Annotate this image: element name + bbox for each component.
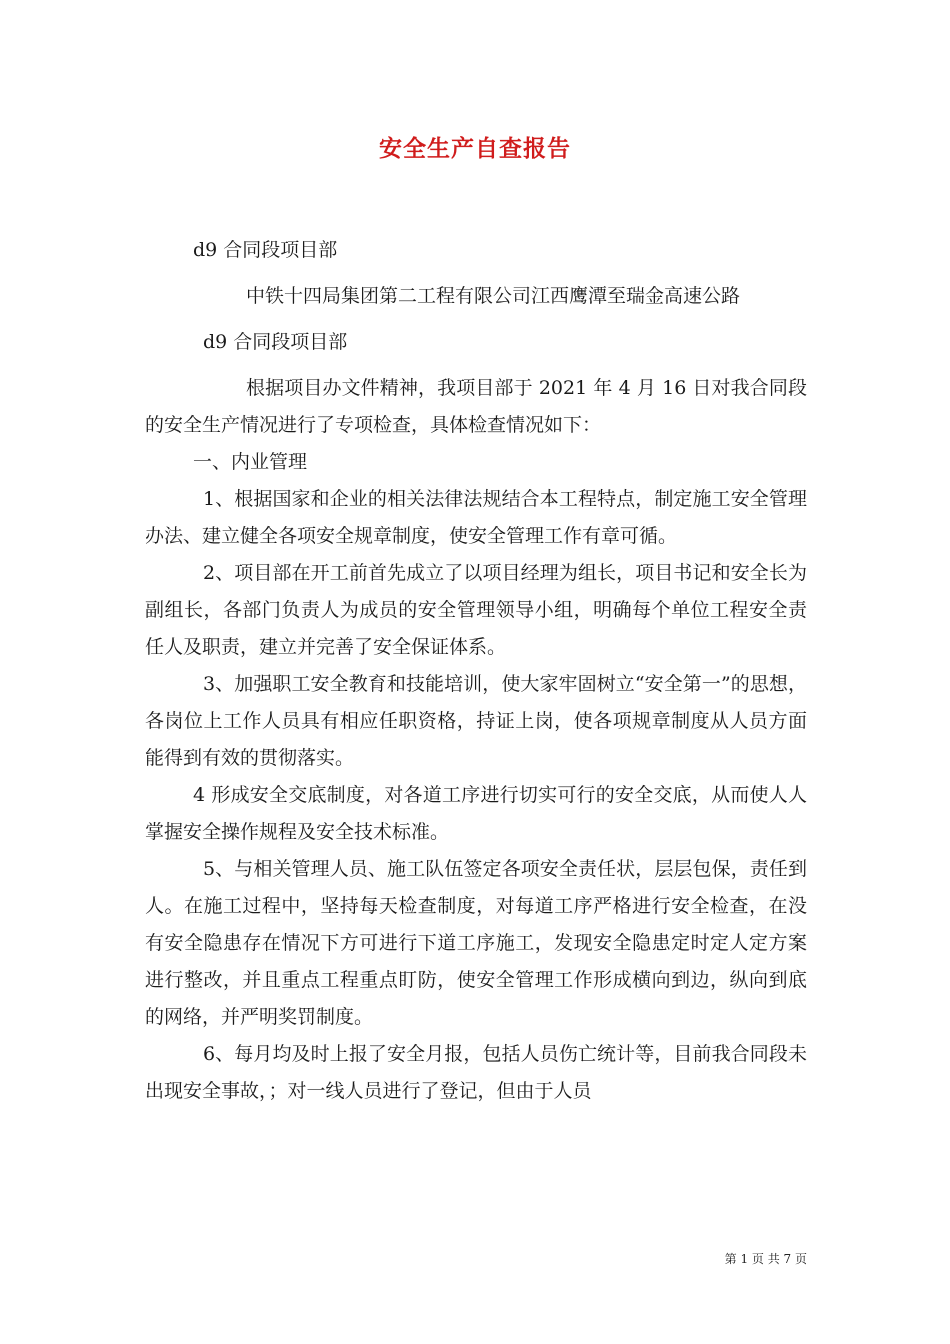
paragraph-item-2: 2、项目部在开工前首先成立了以项目经理为组长，项目书记和安全长为副组长，各部门负责人为成员的安全管理领导小组，明确每个单位工程安全责任人及职责，建立并完善了安全保证体系。 [145, 562, 807, 658]
paragraph-company: 中铁十四局集团第二工程有限公司江西鹰潭至瑞金高速公路 [246, 285, 741, 307]
section-heading-internal-management: 一、内业管理 [193, 451, 308, 473]
document-body [145, 232, 807, 1110]
paragraph-item-4: 4 形成安全交底制度，对各道工序进行切实可行的安全交底，从而使人人掌握安全操作规程及安全技术标准。 [145, 784, 807, 843]
page-footer: 第 1 页 共 7 页 [724, 1252, 807, 1266]
paragraph-item-6: 6、每月均及时上报了安全月报，包括人员伤亡统计等，目前我合同段未出现安全事故，；对一线人员进行了登记，但由于人员 [145, 1043, 807, 1102]
paragraph-project-dept-2: d9 合同段项目部 [203, 331, 348, 353]
paragraph-item-5: 5、与相关管理人员、施工队伍签定各项安全责任状，层层包保，责任到人。在施工过程中，坚持每天检查制度，对每道工序严格进行安全检查，在没有安全隐患存在情况下方可进行下道工序施工，发现安全隐患定时定人定方案进行整改，并且重点工程重点盯防，使安全管理工作形成横向到边，纵向到底的网络，并严明奖罚制度。 [145, 858, 807, 1028]
document-title: 安全生产自查报告 [379, 135, 571, 162]
paragraph-project-dept: d9 合同段项目部 [193, 239, 338, 261]
paragraph-item-3: 3、加强职工安全教育和技能培训，使大家牢固树立“安全第一”的思想，各岗位上工作人员具有相应任职资格，持证上岗，使各项规章制度从人员方面能得到有效的贯彻落实。 [145, 673, 807, 769]
paragraph-item-1: 1、根据国家和企业的相关法律法规结合本工程特点，制定施工安全管理办法、建立健全各项安全规章制度，使安全管理工作有章可循。 [145, 488, 807, 547]
paragraph-intro: 根据项目办文件精神，我项目部于 2021 年 4 月 16 日对我合同段的安全生产情况进行了专项检查，具体检查情况如下： [145, 377, 807, 436]
